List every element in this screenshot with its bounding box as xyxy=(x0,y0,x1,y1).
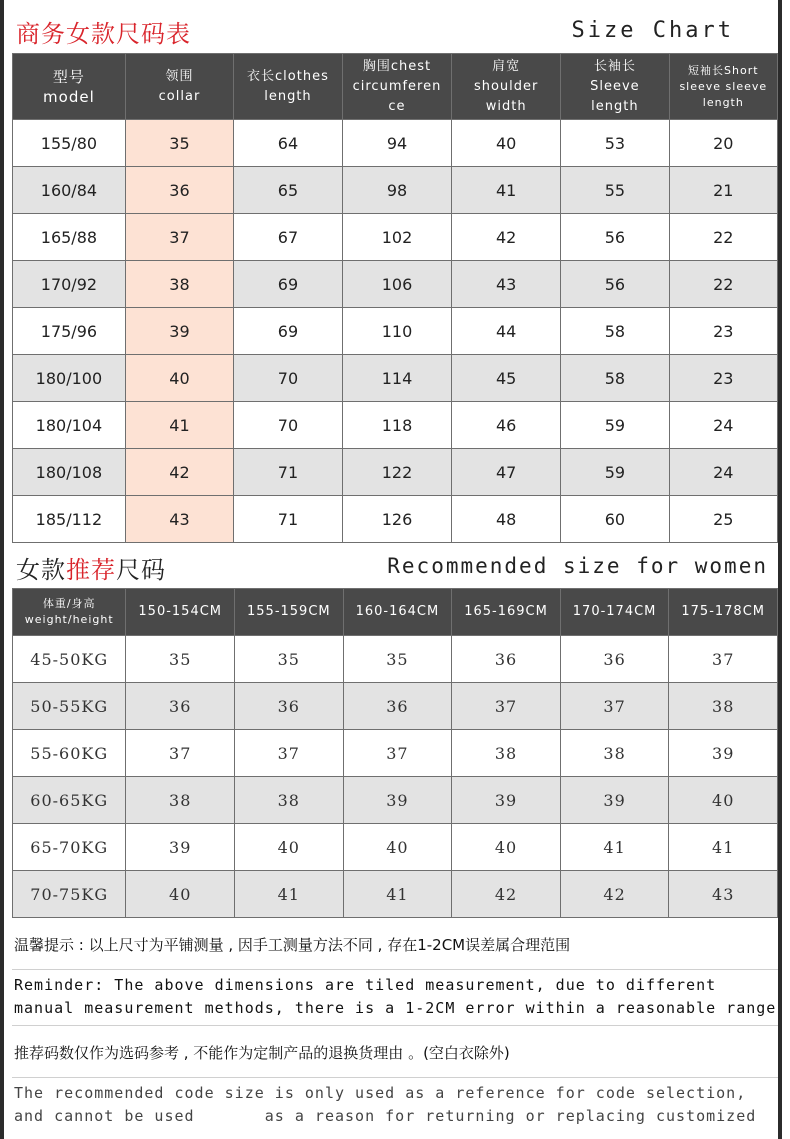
weight-cell: 60-65KG xyxy=(13,777,126,824)
header-model: 型号 model xyxy=(13,54,126,120)
reminder-en-note xyxy=(12,970,782,1026)
size-cell: 41 xyxy=(669,824,778,871)
collar-cell: 38 xyxy=(125,261,233,308)
chest-cell: 106 xyxy=(342,261,451,308)
size-cell: 36 xyxy=(126,683,235,730)
size-cell: 40 xyxy=(669,777,778,824)
recommend-title-en: Recommended size for women xyxy=(387,554,768,578)
shoulder-cell: 43 xyxy=(452,261,561,308)
header-weight-height: 体重/身高 weight/height xyxy=(13,589,126,636)
size-cell: 39 xyxy=(669,730,778,777)
sleeve-cell: 58 xyxy=(561,355,670,402)
header-height-col: 175-178CM xyxy=(669,589,778,636)
size-cell: 43 xyxy=(669,871,778,918)
sleeve-cell: 59 xyxy=(561,402,670,449)
sleeve-cell: 55 xyxy=(561,167,670,214)
short-sleeve-cell: 23 xyxy=(669,355,777,402)
shoulder-cell: 48 xyxy=(452,496,561,543)
clothes-length-cell: 65 xyxy=(234,167,343,214)
clothes-length-cell: 70 xyxy=(234,402,343,449)
size-cell: 41 xyxy=(560,824,669,871)
size-cell: 35 xyxy=(126,636,235,683)
weight-row xyxy=(13,824,778,871)
size-cell: 40 xyxy=(343,824,452,871)
size-cell: 37 xyxy=(343,730,452,777)
size-cell: 37 xyxy=(452,683,561,730)
chest-cell: 98 xyxy=(342,167,451,214)
shoulder-cell: 46 xyxy=(452,402,561,449)
model-cell: 155/80 xyxy=(13,120,126,167)
size-chart-title-bar xyxy=(12,6,782,52)
tip-zh-note xyxy=(12,918,782,970)
collar-cell: 40 xyxy=(125,355,233,402)
size-chart-table xyxy=(12,53,778,543)
header-collar: 领围 collar xyxy=(125,54,233,120)
size-row xyxy=(13,402,778,449)
shoulder-cell: 44 xyxy=(452,308,561,355)
size-cell: 38 xyxy=(452,730,561,777)
code-zh-text: 推荐码数仅作为选码参考 , 不能作为定制产品的退换货理由 。(空白衣除外) xyxy=(14,1044,510,1062)
header-short-sleeve: 短袖长Short sleeve sleeve length xyxy=(669,54,777,120)
clothes-length-cell: 64 xyxy=(234,120,343,167)
sleeve-cell: 56 xyxy=(561,261,670,308)
shoulder-cell: 47 xyxy=(452,449,561,496)
weight-cell: 45-50KG xyxy=(13,636,126,683)
size-cell: 35 xyxy=(343,636,452,683)
sleeve-cell: 53 xyxy=(561,120,670,167)
tip-zh-text: 温馨提示 : 以上尺寸为平铺测量 , 因手工测量方法不同 , 存在1-2CM误差属合理范围 xyxy=(14,936,571,954)
weight-cell: 70-75KG xyxy=(13,871,126,918)
size-cell: 36 xyxy=(452,636,561,683)
size-cell: 39 xyxy=(343,777,452,824)
header-clothes-length: 衣长clothes length xyxy=(234,54,343,120)
size-cell: 39 xyxy=(126,824,235,871)
size-cell: 38 xyxy=(235,777,344,824)
chest-cell: 110 xyxy=(342,308,451,355)
clothes-length-cell: 69 xyxy=(234,308,343,355)
short-sleeve-cell: 24 xyxy=(669,449,777,496)
sleeve-cell: 56 xyxy=(561,214,670,261)
header-shoulder: 肩宽 shoulder width xyxy=(452,54,561,120)
chest-cell: 94 xyxy=(342,120,451,167)
size-cell: 38 xyxy=(669,683,778,730)
size-chart-title-en: Size Chart xyxy=(571,18,734,43)
weight-row xyxy=(13,777,778,824)
size-row xyxy=(13,167,778,214)
weight-row xyxy=(13,730,778,777)
collar-cell: 39 xyxy=(125,308,233,355)
model-cell: 185/112 xyxy=(13,496,126,543)
header-height-col: 150-154CM xyxy=(126,589,235,636)
size-row xyxy=(13,355,778,402)
code-en-note xyxy=(12,1078,782,1139)
size-cell: 39 xyxy=(560,777,669,824)
size-cell: 40 xyxy=(452,824,561,871)
weight-row xyxy=(13,636,778,683)
weight-cell: 65-70KG xyxy=(13,824,126,871)
shoulder-cell: 41 xyxy=(452,167,561,214)
short-sleeve-cell: 21 xyxy=(669,167,777,214)
clothes-length-cell: 69 xyxy=(234,261,343,308)
chest-cell: 122 xyxy=(342,449,451,496)
size-cell: 40 xyxy=(235,824,344,871)
reminder-en-line-2: manual measurement methods, there is a 1-2CM error within a reasonable range xyxy=(14,999,777,1017)
recommend-title-bar xyxy=(12,542,782,588)
size-cell: 38 xyxy=(126,777,235,824)
size-cell: 37 xyxy=(669,636,778,683)
model-cell: 170/92 xyxy=(13,261,126,308)
recommend-title-zh: 女款推荐尺码 xyxy=(16,556,166,584)
size-cell: 40 xyxy=(126,871,235,918)
size-row xyxy=(13,120,778,167)
size-cell: 36 xyxy=(560,636,669,683)
collar-cell: 41 xyxy=(125,402,233,449)
chest-cell: 118 xyxy=(342,402,451,449)
size-row xyxy=(13,449,778,496)
code-zh-note xyxy=(12,1026,782,1078)
clothes-length-cell: 67 xyxy=(234,214,343,261)
model-cell: 180/108 xyxy=(13,449,126,496)
chest-cell: 102 xyxy=(342,214,451,261)
size-cell: 36 xyxy=(235,683,344,730)
short-sleeve-cell: 23 xyxy=(669,308,777,355)
short-sleeve-cell: 20 xyxy=(669,120,777,167)
clothes-length-cell: 70 xyxy=(234,355,343,402)
recommend-table xyxy=(12,588,778,918)
size-cell: 38 xyxy=(560,730,669,777)
chest-cell: 126 xyxy=(342,496,451,543)
header-height-col: 160-164CM xyxy=(343,589,452,636)
short-sleeve-cell: 25 xyxy=(669,496,777,543)
size-cell: 42 xyxy=(452,871,561,918)
code-en-line-1: The recommended code size is only used as a reference for code selection, xyxy=(14,1084,747,1102)
size-cell: 42 xyxy=(560,871,669,918)
weight-cell: 50-55KG xyxy=(13,683,126,730)
model-cell: 160/84 xyxy=(13,167,126,214)
size-cell: 37 xyxy=(235,730,344,777)
shoulder-cell: 42 xyxy=(452,214,561,261)
clothes-length-cell: 71 xyxy=(234,496,343,543)
size-cell: 37 xyxy=(560,683,669,730)
size-row xyxy=(13,214,778,261)
chest-cell: 114 xyxy=(342,355,451,402)
size-cell: 37 xyxy=(126,730,235,777)
short-sleeve-cell: 22 xyxy=(669,214,777,261)
model-cell: 180/100 xyxy=(13,355,126,402)
size-row xyxy=(13,308,778,355)
model-cell: 180/104 xyxy=(13,402,126,449)
shoulder-cell: 45 xyxy=(452,355,561,402)
weight-cell: 55-60KG xyxy=(13,730,126,777)
sleeve-cell: 59 xyxy=(561,449,670,496)
model-cell: 175/96 xyxy=(13,308,126,355)
recommend-header-row xyxy=(13,589,778,636)
weight-row xyxy=(13,871,778,918)
header-height-col: 165-169CM xyxy=(452,589,561,636)
size-chart-header-row xyxy=(13,54,778,120)
size-chart-title-zh: 商务女款尺码表 xyxy=(16,20,191,48)
reminder-en-line-1: Reminder: The above dimensions are tiled measurement, due to different xyxy=(14,976,717,994)
size-row xyxy=(13,496,778,543)
size-row xyxy=(13,261,778,308)
short-sleeve-cell: 24 xyxy=(669,402,777,449)
size-cell: 36 xyxy=(343,683,452,730)
size-cell: 35 xyxy=(235,636,344,683)
header-sleeve: 长袖长 Sleeve length xyxy=(561,54,670,120)
collar-cell: 35 xyxy=(125,120,233,167)
code-en-line-2: and cannot be used as a reason for returning or replacing customized xyxy=(14,1107,757,1125)
collar-cell: 43 xyxy=(125,496,233,543)
model-cell: 165/88 xyxy=(13,214,126,261)
collar-cell: 42 xyxy=(125,449,233,496)
size-cell: 41 xyxy=(343,871,452,918)
short-sleeve-cell: 22 xyxy=(669,261,777,308)
shoulder-cell: 40 xyxy=(452,120,561,167)
header-height-col: 155-159CM xyxy=(235,589,344,636)
weight-row xyxy=(13,683,778,730)
sleeve-cell: 60 xyxy=(561,496,670,543)
size-cell: 39 xyxy=(452,777,561,824)
sleeve-cell: 58 xyxy=(561,308,670,355)
size-cell: 41 xyxy=(235,871,344,918)
collar-cell: 36 xyxy=(125,167,233,214)
header-chest: 胸围chest circumferen ce xyxy=(342,54,451,120)
clothes-length-cell: 71 xyxy=(234,449,343,496)
collar-cell: 37 xyxy=(125,214,233,261)
header-height-col: 170-174CM xyxy=(560,589,669,636)
